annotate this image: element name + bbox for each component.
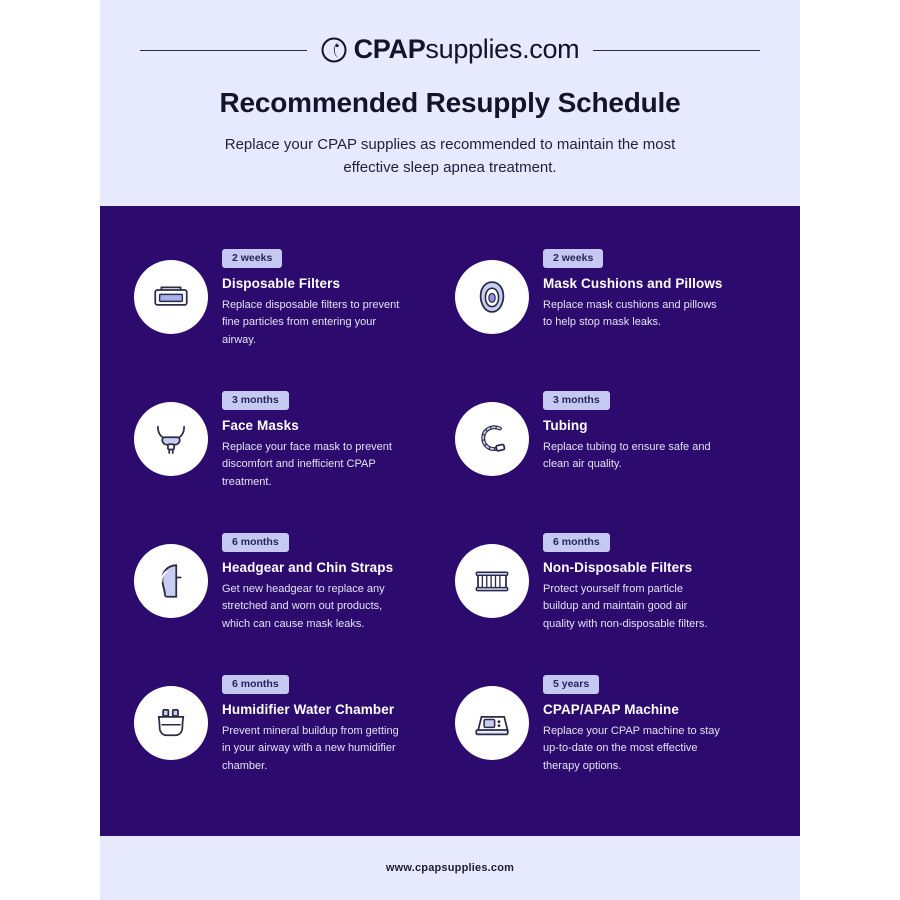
item-description: Get new headgear to replace any stretched and worn out products, which can cause mask leaks. — [222, 582, 385, 631]
schedule-item — [455, 388, 766, 530]
item-text — [543, 530, 721, 634]
header — [100, 0, 800, 206]
page-title: Recommended Resupply Schedule — [219, 87, 681, 118]
status-badge: 3 months — [222, 391, 289, 410]
footer-website[interactable]: www.cpapsupplies.com — [385, 861, 515, 874]
status-badge: 2 weeks — [222, 249, 282, 268]
tubing-icon — [455, 402, 529, 476]
schedule-item — [455, 530, 766, 672]
item-title: Face Masks — [222, 417, 299, 433]
schedule-item — [134, 388, 445, 530]
item-text — [222, 246, 400, 350]
schedule-item — [134, 246, 445, 388]
schedule-item — [455, 246, 766, 388]
item-text — [543, 246, 723, 333]
item-description: Prevent mineral buildup from getting in your airway with a new humidifier chamber. — [222, 724, 399, 773]
item-title: CPAP/APAP Machine — [543, 701, 679, 717]
page-subtitle: Replace your CPAP supplies as recommended to maintain the most effective sleep apnea treatment. — [224, 136, 676, 177]
item-text — [222, 672, 400, 776]
schedule-item — [134, 672, 445, 814]
item-description: Replace your CPAP machine to stay up-to-date on the most effective therapy options. — [543, 724, 720, 773]
status-badge: 5 years — [543, 675, 599, 694]
item-title: Non-Disposable Filters — [543, 559, 693, 575]
item-title: Mask Cushions and Pillows — [543, 275, 723, 291]
item-description: Protect yourself from particle buildup and maintain good air quality with non-disposable filters. — [543, 582, 708, 631]
schedule-item — [455, 672, 766, 814]
face-mask-icon — [134, 402, 208, 476]
status-badge: 2 weeks — [543, 249, 603, 268]
cpap-moon-icon — [321, 37, 347, 63]
item-title: Tubing — [543, 417, 588, 433]
brand-name — [354, 34, 580, 65]
mask-cushion-icon — [455, 260, 529, 334]
humidifier-chamber-icon — [134, 686, 208, 760]
item-title: Humidifier Water Chamber — [222, 701, 395, 717]
status-badge: 6 months — [222, 675, 289, 694]
logo-inner — [307, 34, 594, 65]
brand-name-bold: CPAP — [353, 34, 426, 64]
item-text — [543, 388, 721, 475]
schedule-grid — [134, 246, 766, 814]
status-badge: 3 months — [543, 391, 610, 410]
item-text — [543, 672, 721, 776]
schedule-item — [134, 530, 445, 672]
item-description: Replace disposable filters to prevent fine particles from entering your airway. — [222, 298, 400, 347]
status-badge: 6 months — [222, 533, 289, 552]
item-text — [222, 530, 400, 634]
footer — [100, 836, 800, 900]
item-description: Replace mask cushions and pillows to help stop mask leaks. — [543, 298, 717, 329]
item-title: Headgear and Chin Straps — [222, 559, 394, 575]
non-disposable-filter-icon — [455, 544, 529, 618]
item-description: Replace tubing to ensure safe and clean air quality. — [543, 440, 711, 471]
schedule-section — [100, 206, 800, 836]
cpap-machine-icon — [455, 686, 529, 760]
infographic-sheet — [100, 0, 800, 900]
item-text — [222, 388, 400, 492]
status-badge: 6 months — [543, 533, 610, 552]
brand-name-regular: supplies.com — [425, 34, 580, 64]
item-description: Replace your face mask to prevent discomfort and inefficient CPAP treatment. — [222, 440, 392, 489]
headgear-icon — [134, 544, 208, 618]
item-title: Disposable Filters — [222, 275, 341, 291]
disposable-filter-icon — [134, 260, 208, 334]
brand-logo — [140, 34, 760, 65]
